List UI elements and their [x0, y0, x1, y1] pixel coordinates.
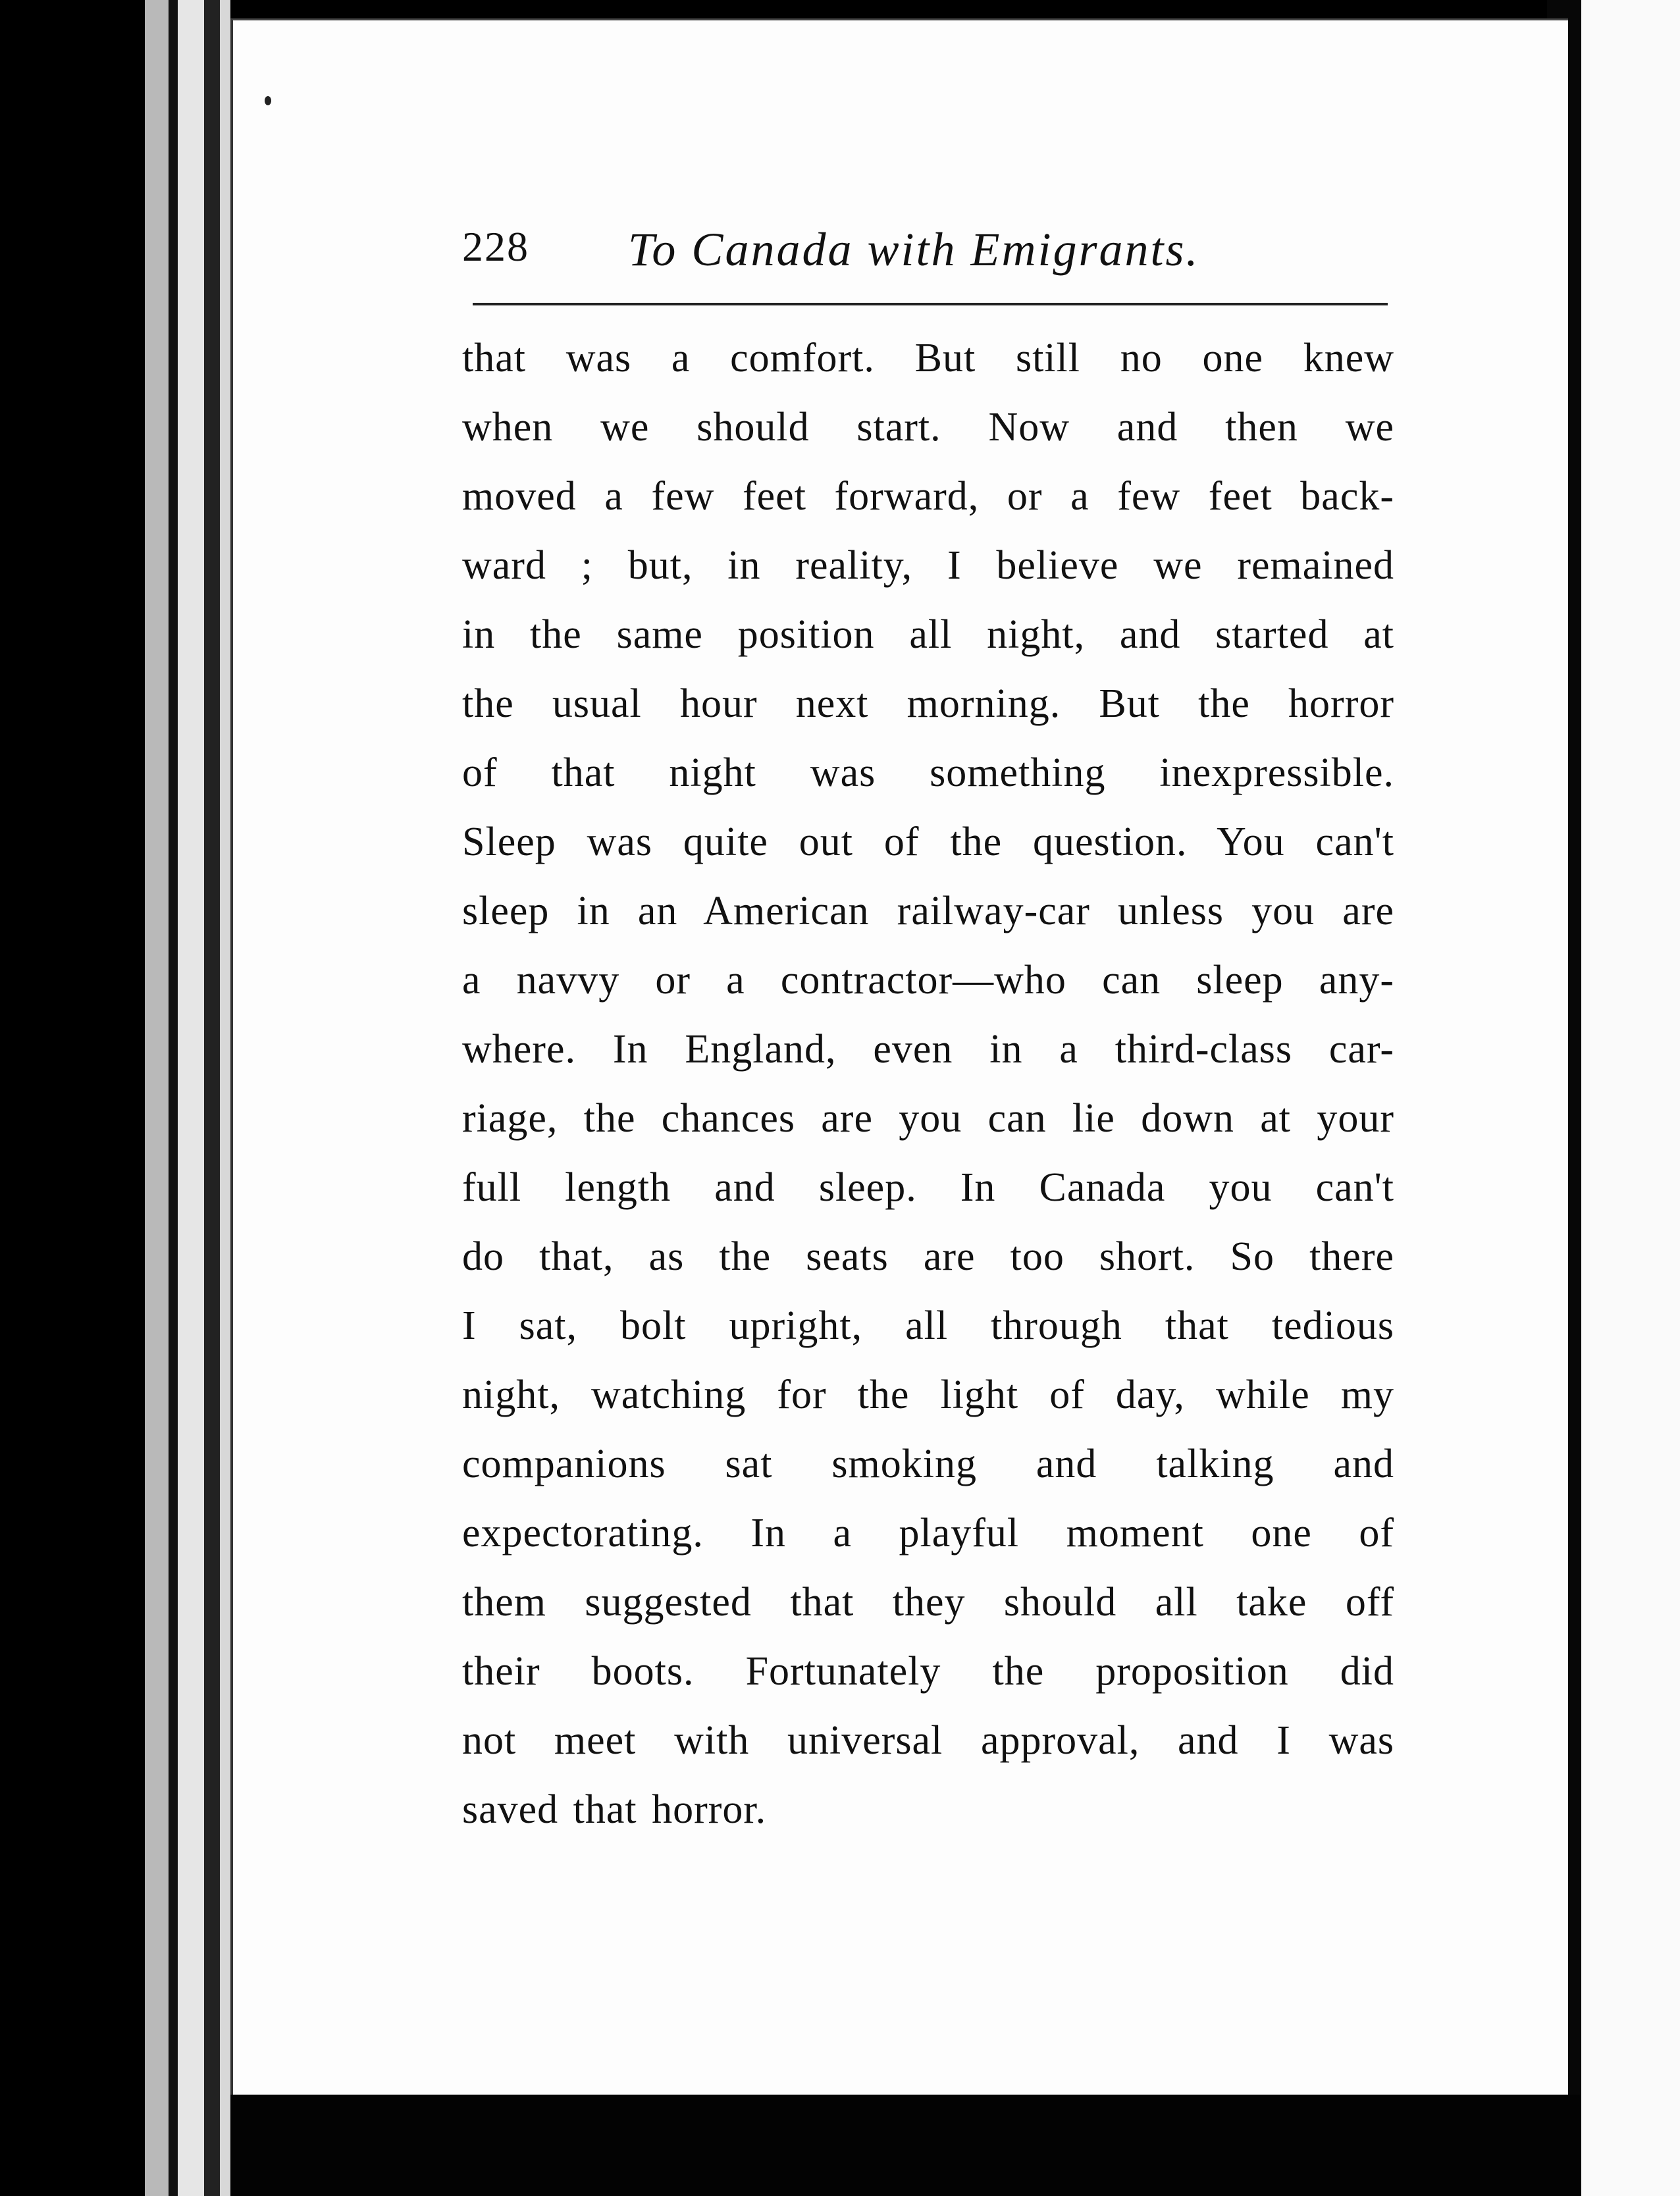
book-page-edge-light	[220, 0, 230, 2196]
text-line: sleep in an American railway-car unless you are	[462, 889, 1394, 933]
text-line: I sat, bolt upright, all through that tedious	[462, 1303, 1394, 1348]
text-line: when we should start. Now and then we	[462, 405, 1394, 450]
text-line: night, watching for the light of day, while my	[462, 1372, 1394, 1417]
text-line: that was a comfort. But still no one knew	[462, 336, 1394, 380]
text-line: Sleep was quite out of the question. You can't	[462, 820, 1394, 864]
text-line: where. In England, even in a third-class car-	[462, 1027, 1394, 1072]
page-header	[462, 222, 1252, 283]
header-rule	[473, 303, 1388, 305]
text-line: of that night was something inexpressible.	[462, 750, 1394, 795]
text-line: the usual hour next morning. But the horror	[462, 681, 1394, 726]
text-line: expectorating. In a playful moment one of	[462, 1511, 1394, 1556]
text-line: moved a few feet forward, or a few feet back-	[462, 474, 1394, 519]
book-edge-shadow	[145, 0, 169, 2196]
scan-speck	[265, 96, 271, 105]
facing-page-edge	[1581, 0, 1680, 2196]
running-title: To Canada with Emigrants.	[628, 223, 1200, 276]
page-bottom-shadow	[230, 2095, 1581, 2196]
text-line: in the same position all night, and started at	[462, 612, 1394, 657]
text-line: them suggested that they should all take off	[462, 1580, 1394, 1625]
book-edge-gutter	[204, 0, 220, 2196]
body-text	[462, 324, 1394, 1844]
text-line: riage, the chances are you can lie down at your	[462, 1096, 1394, 1141]
text-line: saved that horror.	[462, 1787, 767, 1832]
text-line: companions sat smoking and talking and	[462, 1442, 1394, 1486]
text-line: ward ; but, in reality, I believe we remained	[462, 543, 1394, 588]
text-line: a navvy or a contractor—who can sleep any-	[462, 958, 1394, 1003]
text-line: not meet with universal approval, and I was	[462, 1718, 1394, 1763]
text-line: their boots. Fortunately the proposition did	[462, 1649, 1394, 1694]
book-page-edges	[178, 0, 204, 2196]
text-line: do that, as the seats are too short. So there	[462, 1234, 1394, 1279]
page-number: 228	[462, 223, 529, 270]
text-line: full length and sleep. In Canada you can't	[462, 1165, 1394, 1210]
book-edge-dark	[169, 0, 178, 2196]
